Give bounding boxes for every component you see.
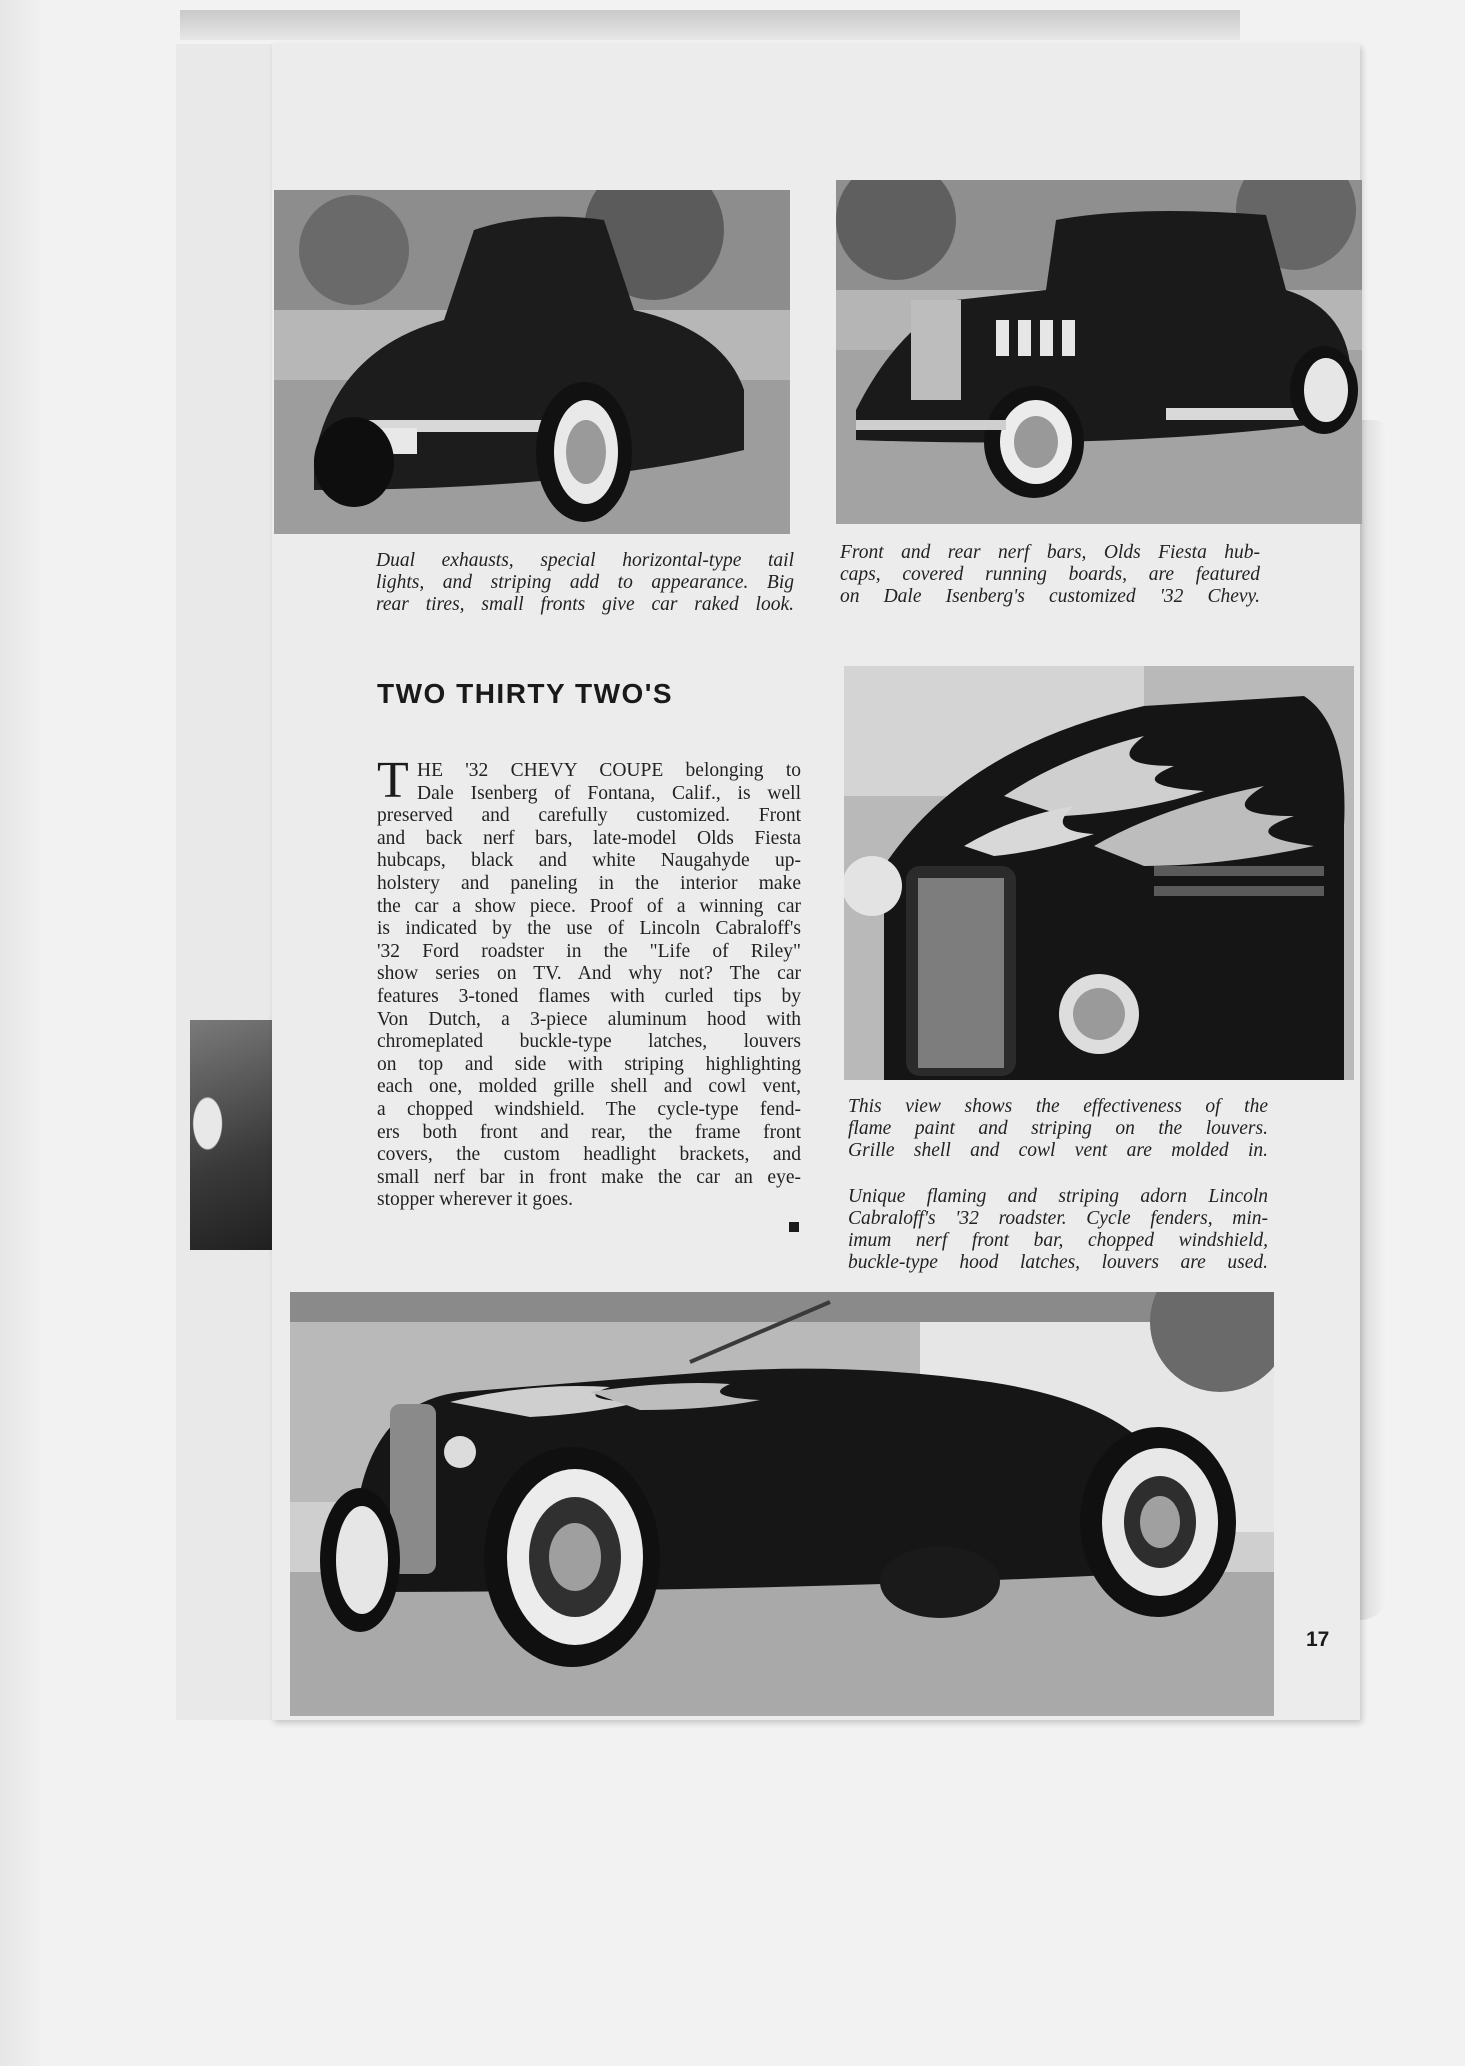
car-front-photo-icon [836, 180, 1362, 524]
body-line: small nerf bar in front make the car an eye- [377, 1166, 801, 1188]
body-line: '32 Ford roadster in the "Life of Riley" [377, 940, 801, 962]
caption-line: caps, covered running boards, are featured [840, 564, 1260, 585]
previous-page-photo [190, 1020, 278, 1250]
body-line: covers, the custom headlight brackets, and [377, 1144, 801, 1166]
article-body [377, 752, 801, 1212]
page-curl [1360, 420, 1388, 1620]
body-line: stopper wherever it goes. [377, 1189, 574, 1211]
end-mark-icon [789, 1222, 799, 1232]
scan-margin [0, 0, 40, 2066]
body-line: on top and side with striping highlighting [377, 1053, 801, 1075]
coupe-front-caption [840, 542, 1260, 608]
caption-line: on Dale Isenberg's customized '32 Chevy. [840, 586, 1260, 607]
caption-line: buckle-type hood latches, louvers are used. [848, 1252, 1268, 1273]
car-rear-photo-icon [274, 190, 790, 534]
body-line: a chopped windshield. The cycle-type fend- [377, 1098, 801, 1120]
flamed-hood-photo-icon [844, 666, 1354, 1080]
body-line: preserved and carefully customized. Front [377, 805, 801, 827]
coupe-rear-caption [376, 550, 794, 616]
body-line: HE '32 CHEVY COUPE belonging to [417, 760, 801, 781]
previous-page-strip [176, 44, 273, 1720]
caption-line: Cabraloff's '32 roadster. Cycle fenders, min- [848, 1208, 1268, 1229]
page-number: 17 [1306, 1628, 1330, 1651]
caption-line: rear tires, small fronts give car raked look. [376, 594, 794, 615]
body-line: features 3-toned flames with curled tips by [377, 985, 801, 1007]
hood-detail-caption [848, 1096, 1268, 1162]
caption-line: imum nerf front bar, chopped windshield, [848, 1230, 1268, 1251]
body-line: Von Dutch, a 3-piece aluminum hood with [377, 1008, 801, 1030]
caption-line: Front and rear nerf bars, Olds Fiesta hub- [840, 542, 1260, 563]
body-line: hubcaps, black and white Naugahyde up- [377, 850, 801, 872]
coupe-rear-photo [274, 190, 790, 534]
roadster-photo-icon [290, 1292, 1274, 1716]
article-title: TWO THIRTY TWO'S [377, 678, 674, 709]
body-line: show series on TV. And why not? The car [377, 963, 801, 985]
roadster-photo [290, 1292, 1274, 1716]
body-line: holstery and paneling in the interior make [377, 872, 801, 894]
magazine-top-edge [180, 10, 1240, 40]
roadster-caption [848, 1186, 1268, 1274]
caption-line: lights, and striping add to appearance. Big [376, 572, 794, 593]
body-line: ers both front and rear, the frame front [377, 1121, 801, 1143]
body-line: each one, molded grille shell and cowl vent, [377, 1076, 801, 1098]
caption-line: Unique flaming and striping adorn Lincoln [848, 1186, 1268, 1207]
body-line: is indicated by the use of Lincoln Cabraloff's [377, 918, 801, 940]
hood-detail-photo [844, 666, 1354, 1080]
caption-line: This view shows the effectiveness of the [848, 1096, 1268, 1117]
body-line: and back nerf bars, late-model Olds Fiesta [377, 827, 801, 849]
caption-line: Grille shell and cowl vent are molded in. [848, 1140, 1268, 1161]
body-line: the car a show piece. Proof of a winning car [377, 895, 801, 917]
caption-line: flame paint and striping on the louvers. [848, 1118, 1268, 1139]
body-line: Dale Isenberg of Fontana, Calif., is well [417, 782, 801, 804]
drop-cap: T [377, 752, 409, 809]
caption-line: Dual exhausts, special horizontal-type tail [376, 550, 794, 571]
body-line: chromeplated buckle-type latches, louvers [377, 1031, 801, 1053]
coupe-front-photo [836, 180, 1362, 524]
